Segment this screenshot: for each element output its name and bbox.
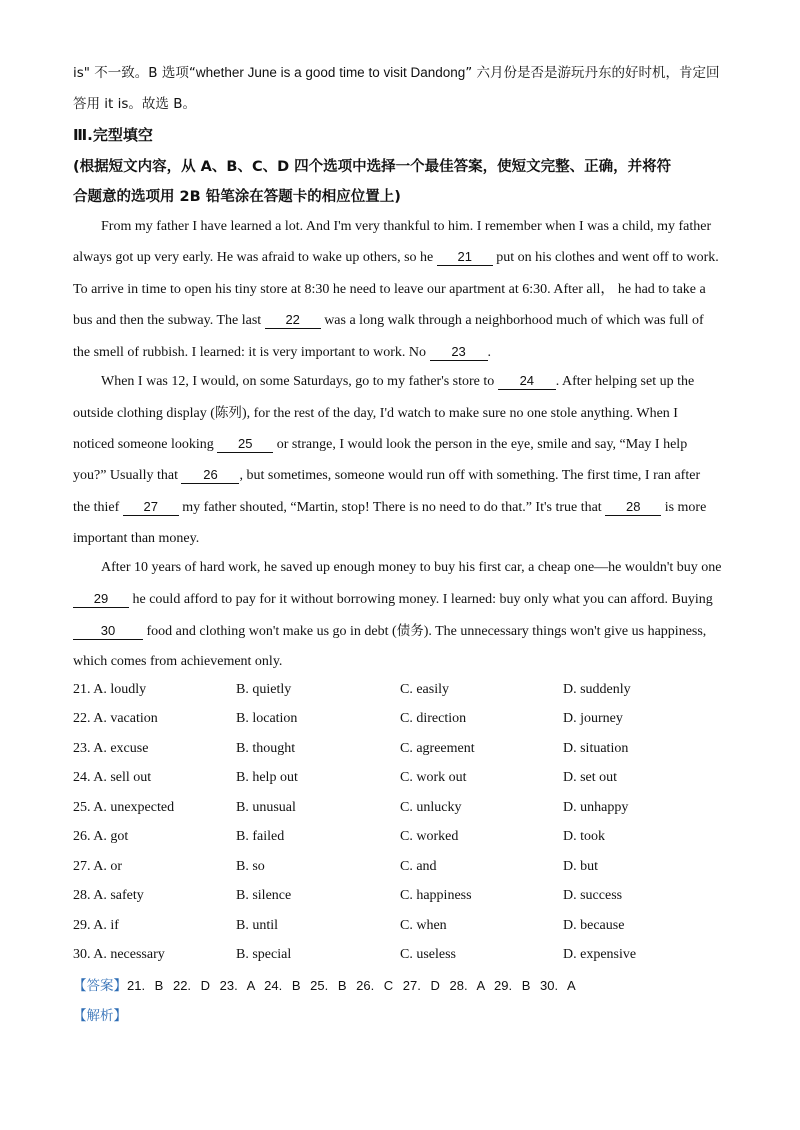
option-a: 29. A. if: [73, 918, 119, 933]
passage-line: From my father I have learned a lot. And I'm very thankful to him. I remember when I was a child, my father: [101, 219, 712, 234]
passage-line: [101, 372, 694, 392]
option-a: 24. A. sell out: [73, 770, 152, 785]
passage-text: is more: [661, 500, 707, 515]
question-row: [0, 711, 800, 731]
passage-line: [73, 590, 713, 610]
passage-line: [73, 311, 704, 331]
option-b: B. so: [236, 859, 265, 874]
analysis-line: [73, 1006, 127, 1027]
passage-text: food and clothing won't make us go in debt (: [143, 624, 397, 639]
option-b: B. until: [236, 918, 279, 933]
section-instruction: 合题意的选项用 2B 铅笔涂在答题卡的相应位置上): [73, 189, 401, 205]
passage-line: [73, 248, 719, 268]
passage-text: .: [487, 345, 492, 360]
question-row: [0, 741, 800, 761]
blank-27: 27: [123, 498, 179, 516]
option-a: 28. A. safety: [73, 888, 144, 903]
passage-line: [73, 435, 687, 455]
option-b: B. unusual: [236, 800, 296, 815]
option-c: C. when: [400, 918, 447, 933]
intro-line-1: [73, 63, 720, 83]
blank-26: 26: [181, 466, 239, 484]
section-instruction: (根据短文内容，从 A、B、C、D 四个选项中选择一个最佳答案，使短文完整、正确，并将符: [73, 159, 672, 175]
passage-text: the smell of rubbish. I learned: it is very important to work. No: [73, 345, 430, 360]
option-c: C. unlucky: [400, 800, 462, 815]
option-c: C. agreement: [400, 741, 475, 756]
blank-28: 28: [605, 498, 661, 516]
option-d: D. journey: [563, 711, 623, 726]
option-a: 23. A. excuse: [73, 741, 149, 756]
passage-text: ), for the rest of the day, I'd watch to make sure no one stole anything. When I: [241, 406, 678, 421]
question-row: [0, 682, 800, 702]
passage-text: was a long walk through a neighborhood much of which was full of: [320, 313, 704, 328]
passage-chinese-gloss: 陈列: [214, 405, 242, 421]
option-b: B. help out: [236, 770, 298, 785]
passage-text: always got up very early. He was afraid to wake up others, so he: [73, 250, 437, 265]
passage-line: [73, 498, 706, 518]
option-c: C. happiness: [400, 888, 472, 903]
option-a: 22. A. vacation: [73, 711, 158, 726]
passage-line: [73, 343, 491, 363]
passage-text: you?” Usually that: [73, 468, 182, 483]
blank-29: 29: [73, 590, 129, 608]
option-b: B. quietly: [236, 682, 292, 697]
passage-text: . After helping set up the: [555, 374, 695, 389]
question-row: [0, 829, 800, 849]
option-d: D. success: [563, 888, 623, 903]
option-b: B. failed: [236, 829, 285, 844]
option-a: 27. A. or: [73, 859, 122, 874]
blank-21: 21: [437, 248, 493, 266]
option-d: D. expensive: [563, 947, 637, 962]
passage-text: or strange, I would look the person in the eye, smile and say, “May I help: [273, 437, 688, 452]
passage-line: important than money.: [73, 531, 200, 546]
option-a: 21. A. loudly: [73, 682, 147, 697]
option-d: D. set out: [563, 770, 618, 785]
blank-22: 22: [265, 311, 321, 329]
answer-key: 21. B 22. D 23. A 24. B 25. B 26. C 27. D 28. A 29. B 30. A: [127, 978, 576, 993]
question-row: [0, 859, 800, 879]
intro-quote: whether June is a good time to visit Dandong: [195, 65, 466, 80]
question-row: [0, 918, 800, 938]
passage-chinese-gloss: 债务: [396, 623, 424, 639]
passage-line: [73, 621, 706, 642]
passage-text: put on his clothes and went off to work.: [492, 250, 719, 265]
option-d: D. suddenly: [563, 682, 631, 697]
question-row: [0, 800, 800, 820]
blank-23: 23: [430, 343, 488, 361]
passage-line: [73, 466, 700, 486]
option-b: B. location: [236, 711, 298, 726]
option-a: 30. A. necessary: [73, 947, 165, 962]
intro-text: ” 六月份是否是游玩丹东的好时机，肯定回: [465, 65, 720, 81]
passage-text: outside clothing display (: [73, 406, 215, 421]
blank-30: 30: [73, 622, 143, 640]
passage-text: , but sometimes, someone would run off with something. The first time, I ran after: [239, 468, 701, 483]
question-row: [0, 770, 800, 790]
option-d: D. unhappy: [563, 800, 629, 815]
intro-text: is" 不一致。B 选项“: [73, 65, 196, 81]
passage-line: After 10 years of hard work, he saved up enough money to buy his first car, a cheap one—he wouldn't buy one: [101, 560, 722, 575]
answer-label: 【答案】: [73, 978, 127, 994]
passage-text: noticed someone looking: [73, 437, 218, 452]
option-b: B. special: [236, 947, 292, 962]
option-c: C. direction: [400, 711, 467, 726]
option-d: D. because: [563, 918, 625, 933]
passage-text: he could afford to pay for it without borrowing money. I learned: buy only what you can afford. Buying: [129, 592, 713, 607]
intro-line-2: 答用 it is。故选 B。: [73, 96, 196, 112]
blank-25: 25: [217, 435, 273, 453]
blank-24: 24: [498, 372, 556, 390]
option-d: D. situation: [563, 741, 629, 756]
option-b: B. thought: [236, 741, 296, 756]
passage-line: [73, 403, 678, 424]
passage-text: my father shouted, “Martin, stop! There is no need to do that.” It's true that: [178, 500, 606, 515]
passage-line: which comes from achievement only.: [73, 654, 283, 669]
option-c: C. and: [400, 859, 437, 874]
section-title: Ⅲ.完型填空: [73, 126, 153, 144]
passage-line: To arrive in time to open his tiny store at 8:30 he need to leave our apartment at 6:30. After all， he had to take a: [73, 282, 706, 297]
question-row: [0, 888, 800, 908]
passage-text: the thief: [73, 500, 123, 515]
analysis-label: 【解析】: [73, 1008, 127, 1024]
passage-text: When I was 12, I would, on some Saturdays, go to my father's store to: [101, 374, 498, 389]
option-c: C. useless: [400, 947, 456, 962]
option-c: C. easily: [400, 682, 449, 697]
passage-text: bus and then the subway. The last: [73, 313, 265, 328]
option-c: C. worked: [400, 829, 459, 844]
question-row: [0, 947, 800, 967]
option-d: D. took: [563, 829, 605, 844]
option-c: C. work out: [400, 770, 467, 785]
passage-text: ). The unnecessary things won't give us happiness,: [423, 624, 707, 639]
option-a: 25. A. unexpected: [73, 800, 175, 815]
answer-line: [73, 976, 576, 997]
option-d: D. but: [563, 859, 598, 874]
option-a: 26. A. got: [73, 829, 129, 844]
option-b: B. silence: [236, 888, 292, 903]
